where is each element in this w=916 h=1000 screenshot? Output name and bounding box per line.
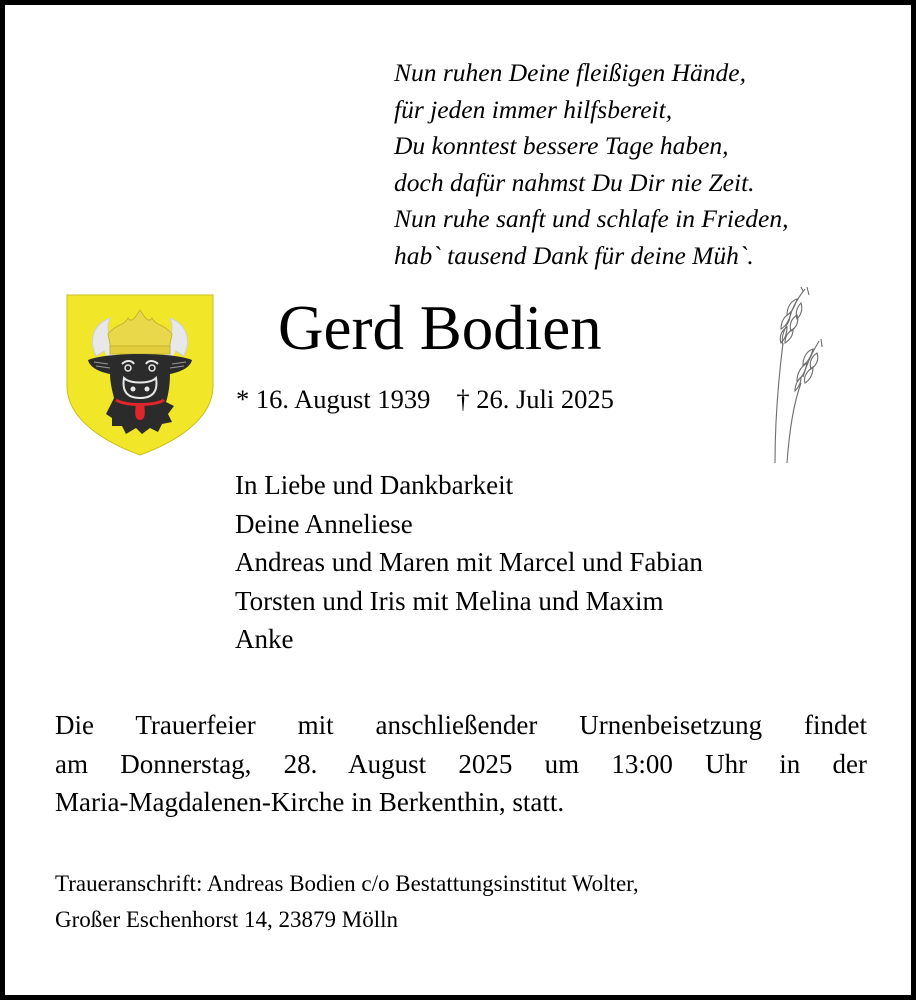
address-line: Großer Eschenhorst 14, 23879 Mölln <box>55 907 399 932</box>
life-dates <box>236 381 614 417</box>
mourner-line: Torsten und Iris mit Melina und Maxim <box>235 585 664 616</box>
mourner-line: Deine Anneliese <box>235 508 413 539</box>
mourner-line: Anke <box>235 624 294 655</box>
funeral-announcement <box>55 706 867 822</box>
address-line: Traueranschrift: Andreas Bodien c/o Bestattungsinstitut Wolter, <box>55 871 639 896</box>
mourner-line: In Liebe und Dankbarkeit <box>235 470 514 500</box>
birth-date: * 16. August 1939 <box>236 384 431 414</box>
death-date: † 26. Juli 2025 <box>456 384 614 414</box>
coat-of-arms-icon <box>66 294 214 456</box>
poem-line: doch dafür nahmst Du Dir nie Zeit. <box>394 167 755 197</box>
announcement-line: am Donnerstag, 28. August 2025 um 13:00 Uhr in der <box>55 748 867 779</box>
poem-line: Nun ruhe sanft und schlafe in Frieden, <box>394 204 789 234</box>
wheat-ears-icon <box>761 285 823 465</box>
mourning-address <box>55 866 639 938</box>
poem-line: hab` tausend Dank für deine Müh`. <box>394 240 754 270</box>
announcement-line: Die Trauerfeier mit anschließender Urnenbeisetzung findet <box>55 710 867 740</box>
poem-line: Nun ruhen Deine fleißigen Hände, <box>394 58 746 87</box>
poem-line: für jeden immer hilfsbereit, <box>394 94 673 124</box>
poem <box>394 55 789 275</box>
mourner-line: Andreas und Maren mit Marcel und Fabian <box>235 547 703 578</box>
mourners-list <box>235 466 703 659</box>
announcement-line: Maria-Magdalenen-Kirche in Berkenthin, statt. <box>55 787 565 818</box>
deceased-name: Gerd Bodien <box>278 293 602 363</box>
poem-line: Du konntest bessere Tage haben, <box>394 131 729 161</box>
